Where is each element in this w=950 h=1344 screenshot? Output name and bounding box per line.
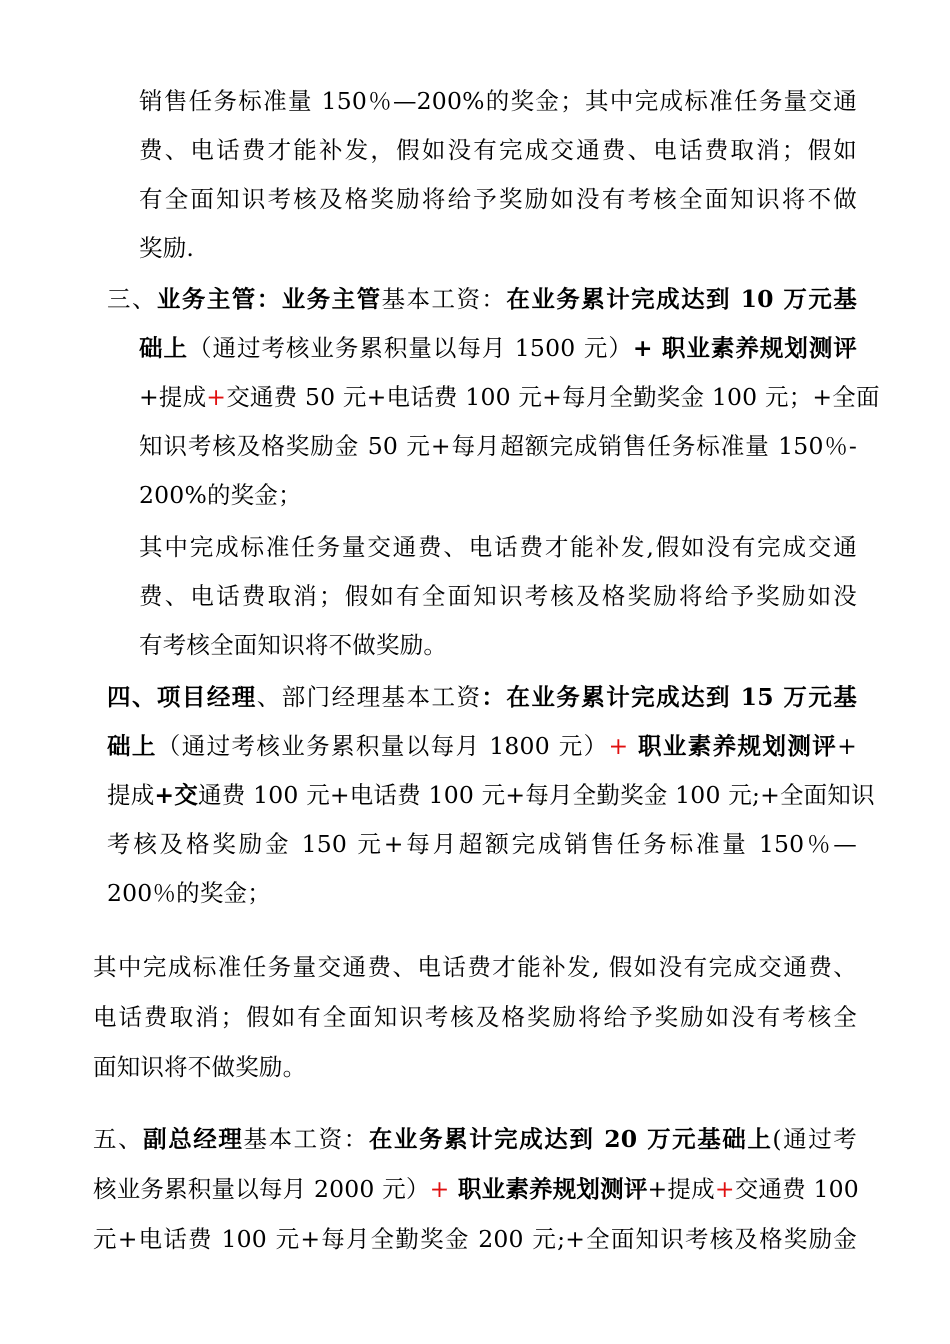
text-run: 交通费 50 元+电话费 100 元+每月全勤奖金 100 元；+全面 bbox=[226, 383, 880, 411]
text-line bbox=[139, 380, 880, 414]
text-line bbox=[139, 331, 857, 365]
section-3-heading bbox=[107, 282, 857, 316]
text-run: 其中完成标准任务量交通费、电话费才能补发, 假如没有完成交通费、 bbox=[93, 953, 857, 981]
text-line bbox=[107, 729, 857, 763]
text-line bbox=[107, 778, 875, 812]
text-run: + bbox=[837, 732, 858, 760]
role-title: 业务主管 bbox=[281, 285, 382, 313]
text-line bbox=[107, 827, 857, 861]
text-run: 其中完成标准任务量交通费、电话费才能补发,假如没有完成交通 bbox=[139, 533, 857, 561]
text-run: 核业务累积量以每月 2000 元） bbox=[93, 1175, 430, 1203]
text-run: 通费 100 元+电话费 100 元+每月全勤奖金 100 元;+全面知识 bbox=[198, 781, 875, 809]
red-plus: + bbox=[429, 1175, 450, 1203]
text-line bbox=[93, 1000, 857, 1034]
text-run: 销售任务标准量 150％—200%的奖金；其中完成标准任务量交通 bbox=[139, 87, 857, 115]
text-run: 元+电话费 100 元+每月全勤奖金 200 元;+全面知识考核及格奖励金 bbox=[93, 1225, 857, 1253]
role-title: 四、项目经理 bbox=[107, 683, 257, 711]
condition-text: 础上 bbox=[139, 334, 188, 362]
condition-text: 在业务累计完成达到 10 万元基 bbox=[506, 285, 857, 313]
text-run: 有考核全面知识将不做奖励。 bbox=[139, 631, 448, 659]
text-run: 费、电话费取消；假如有全面知识考核及格奖励将给予奖励如没 bbox=[139, 582, 857, 610]
text-run: 交通费 100 bbox=[734, 1175, 859, 1203]
text-run: 基本工资： bbox=[243, 1125, 369, 1153]
section-number: 五、 bbox=[93, 1125, 144, 1153]
bold-item: + 职业素养规划测评 bbox=[632, 334, 858, 362]
text-line bbox=[139, 628, 447, 662]
text-line bbox=[139, 182, 857, 216]
bold-item: +交 bbox=[154, 781, 198, 809]
text-run: 基本工资： bbox=[381, 285, 507, 313]
bold-item: 职业素养规划测评 bbox=[628, 732, 838, 760]
text-run: 费、电话费才能补发，假如没有完成交通费、电话费取消；假如 bbox=[139, 136, 857, 164]
text-line bbox=[139, 429, 857, 463]
red-plus: + bbox=[608, 732, 629, 760]
text-line bbox=[139, 231, 194, 265]
section-number: 三、 bbox=[107, 285, 157, 313]
condition-text: 在业务累计完成达到 20 万元基础上 bbox=[368, 1125, 773, 1153]
text-line bbox=[139, 530, 857, 564]
text-line bbox=[93, 1050, 306, 1084]
text-run: +提成 bbox=[139, 383, 207, 411]
role-title: 业务主管： bbox=[156, 285, 282, 313]
red-plus: + bbox=[714, 1175, 735, 1203]
role-title: 副总经理 bbox=[143, 1125, 244, 1153]
text-run: 知识考核及格奖励金 50 元+每月超额完成销售任务标准量 150％- bbox=[139, 432, 857, 460]
text-run: 有全面知识考核及格奖励将给予奖励如没有考核全面知识将不做 bbox=[139, 185, 857, 213]
bold-item: 职业素养规划测评 bbox=[449, 1175, 648, 1203]
text-run: （通过考核业务累积量以每月 1500 元） bbox=[187, 334, 633, 362]
text-line bbox=[139, 579, 857, 613]
text-run: 提成 bbox=[107, 781, 155, 809]
section-5-heading bbox=[93, 1122, 857, 1156]
condition-text: ：在业务累计完成达到 15 万元基 bbox=[481, 683, 857, 711]
text-line bbox=[93, 1172, 857, 1206]
condition-text: 础上 bbox=[107, 732, 157, 760]
text-run: +提成 bbox=[647, 1175, 715, 1203]
red-plus: + bbox=[206, 383, 227, 411]
text-line bbox=[139, 84, 857, 118]
text-line bbox=[93, 1222, 857, 1256]
text-run: 200％的奖金； bbox=[107, 879, 271, 907]
text-run: 奖励. bbox=[139, 234, 195, 262]
text-run: （通过考核业务累积量以每月 1800 元） bbox=[156, 732, 609, 760]
text-run: 面知识将不做奖励。 bbox=[93, 1053, 307, 1081]
text-line bbox=[139, 478, 302, 512]
text-run: 考核及格奖励金 150 元+每月超额完成销售任务标准量 150％— bbox=[107, 830, 857, 858]
text-run: 、部门经理基本工资 bbox=[256, 683, 482, 711]
text-line bbox=[93, 950, 857, 984]
text-line bbox=[107, 876, 271, 910]
text-run: (通过考 bbox=[772, 1125, 858, 1153]
text-run: 电话费取消；假如有全面知识考核及格奖励将给予奖励如没有考核全 bbox=[93, 1003, 857, 1031]
text-line bbox=[139, 133, 857, 167]
section-4-heading bbox=[107, 680, 857, 714]
text-run: 200%的奖金； bbox=[139, 481, 302, 509]
